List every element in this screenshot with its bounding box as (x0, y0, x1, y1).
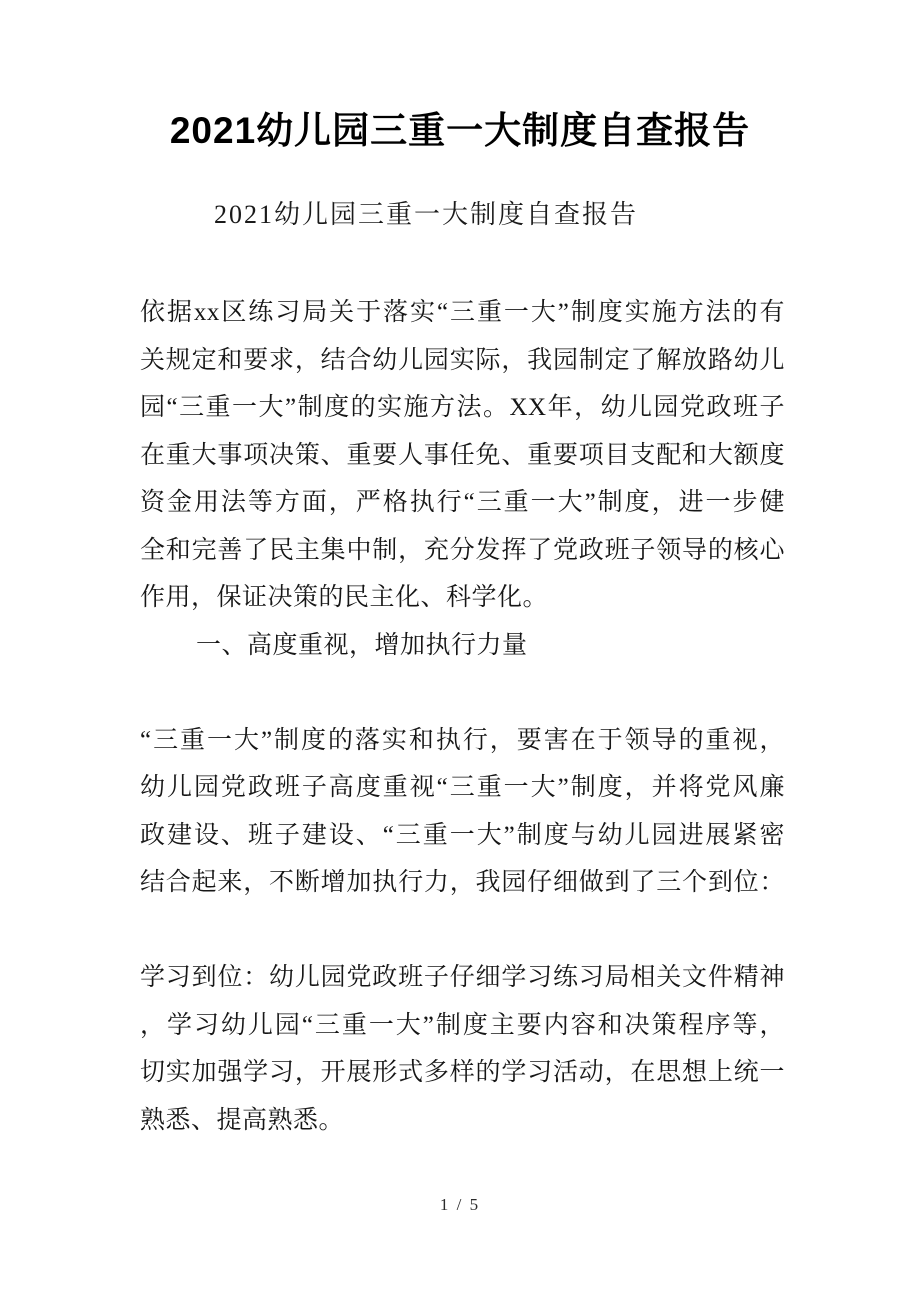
text-line: 全和完善了民主集中制，充分发挥了党政班子领导的核心 (140, 536, 785, 564)
text-line: 幼儿园党政班子高度重视“三重一大”制度，并将党风廉 (140, 774, 785, 801)
page-number: 1 / 5 (439, 1195, 481, 1214)
text-line: “三重一大”制度的落实和执行，要害在于领导的重视， (140, 726, 785, 754)
document-subtitle: 2021幼儿园三重一大制度自查报告 (214, 200, 639, 229)
text-line: 关规定和要求，结合幼儿园实际，我园制定了解放路幼儿 (140, 346, 785, 374)
intro-paragraph (140, 289, 785, 622)
text-line: 学习到位：幼儿园党政班子仔细学习练习局相关文件精神 (140, 964, 785, 991)
text-line: 政建设、班子建设、“三重一大”制度与幼儿园进展紧密 (140, 821, 785, 849)
study-paragraph (140, 954, 785, 1144)
text-line: 作用，保证决策的民主化、科学化。 (140, 584, 549, 611)
text-line: 切实加强学习，开展形式多样的学习活动，在思想上统一 (140, 1059, 785, 1086)
text-line: ，学习幼儿园“三重一大”制度主要内容和决策程序等， (140, 1011, 785, 1039)
section-1-heading (140, 622, 785, 670)
text-line: 熟悉、提高熟悉。 (140, 1106, 345, 1134)
document-body (140, 289, 785, 1144)
text-line: 资金用法等方面，严格执行“三重一大”制度，进一步健 (140, 489, 785, 516)
text-line: 依据xx区练习局关于落实“三重一大”制度实施方法的有 (140, 299, 785, 326)
text-line: 结合起来，不断增加执行力，我园仔细做到了三个到位： (140, 869, 785, 896)
page-footer (0, 1192, 920, 1218)
document-title: 2021幼儿园三重一大制度自查报告 (169, 110, 751, 151)
text-line: 园“三重一大”制度的实施方法。XX年，幼儿园党政班子 (140, 394, 785, 421)
leadership-paragraph (140, 717, 785, 907)
text-line: 在重大事项决策、重要人事任免、重要项目支配和大额度 (140, 441, 785, 469)
text-line: 一、高度重视，增加执行力量 (196, 631, 528, 659)
